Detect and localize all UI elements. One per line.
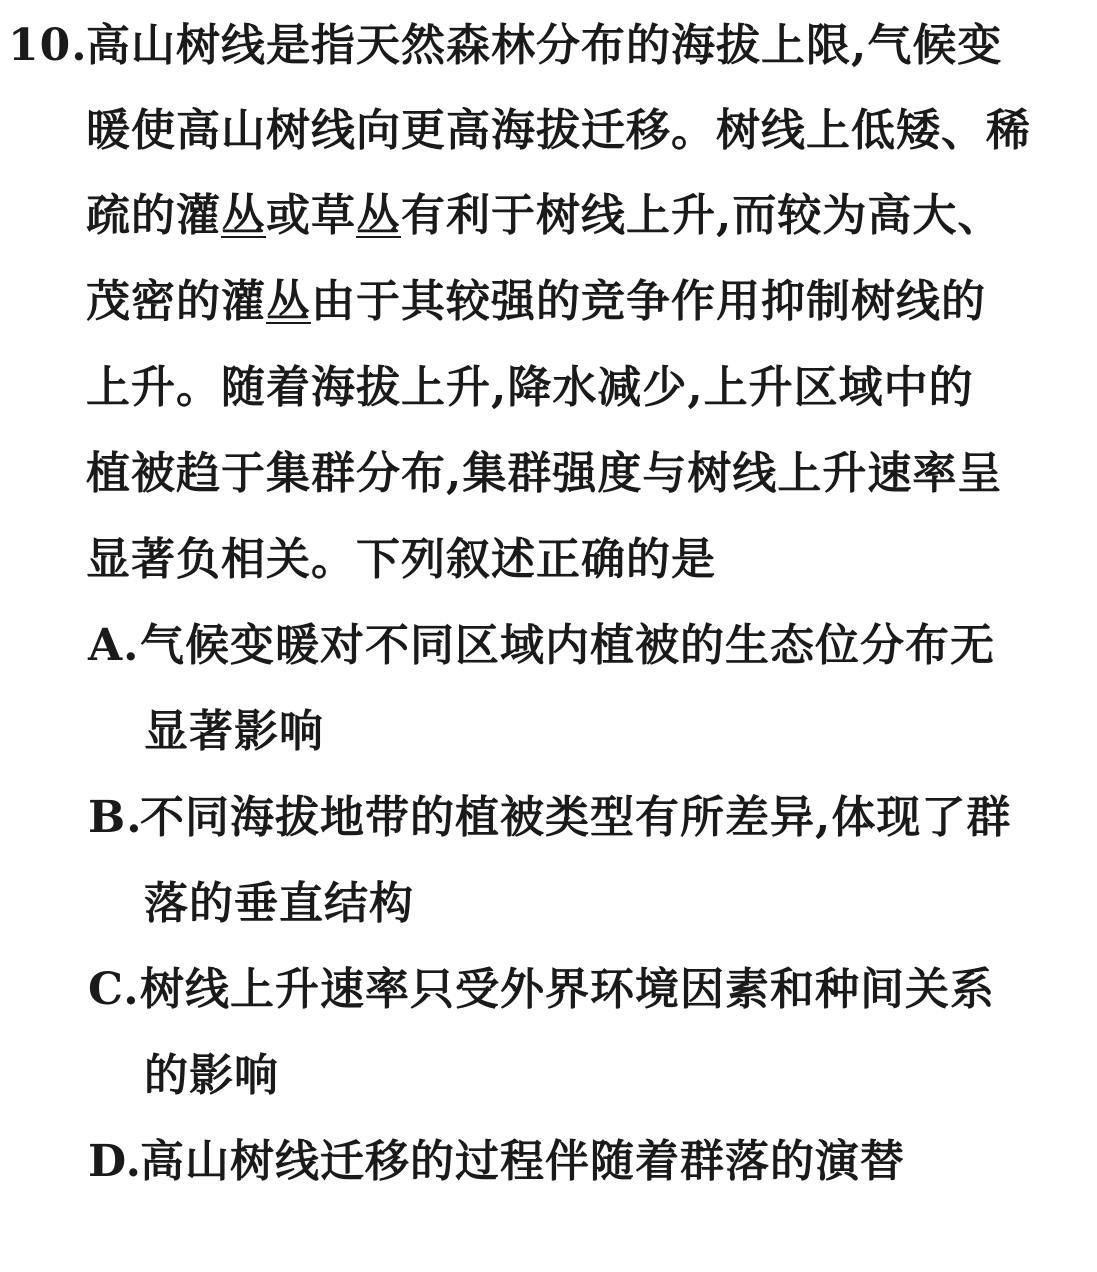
- option-d-letter: D.: [88, 1136, 142, 1187]
- stem-text-1: 高山树线是指天然森林分布的海拔上限,气候变: [86, 20, 1003, 71]
- question-number: 10.: [8, 20, 88, 71]
- stem-text-6: 植被趋于集群分布,集群强度与树线上升速率呈: [86, 448, 1003, 499]
- option-a-text-2: 显著影响: [144, 706, 324, 757]
- stem-text-5: 上升。随着海拔上升,降水减少,上升区域中的: [86, 362, 974, 413]
- option-a-letter: A.: [88, 620, 140, 671]
- option-b-letter: B.: [88, 792, 143, 843]
- option-b-text-2: 落的垂直结构: [144, 878, 414, 929]
- stem-text-3: 疏的灌丛或草丛有利于树线上升,而较为高大、: [86, 190, 1003, 241]
- stem-text-7: 显著负相关。下列叙述正确的是: [86, 534, 716, 585]
- option-b-text: 不同海拔地带的植被类型有所差异,体现了群: [140, 792, 1012, 843]
- option-c-text: 树线上升速率只受外界环境因素和种间关系: [140, 964, 995, 1015]
- option-d-text: 高山树线迁移的过程伴随着群落的演替: [140, 1136, 905, 1187]
- option-a-text: 气候变暖对不同区域内植被的生态位分布无: [140, 620, 995, 671]
- option-c-letter: C.: [88, 964, 140, 1015]
- option-c-text-2: 的影响: [144, 1050, 279, 1101]
- stem-text-4: 茂密的灌丛由于其较强的竞争作用抑制树线的: [86, 276, 986, 327]
- stem-text-2: 暖使高山树线向更高海拔迁移。树线上低矮、稀: [86, 105, 1031, 156]
